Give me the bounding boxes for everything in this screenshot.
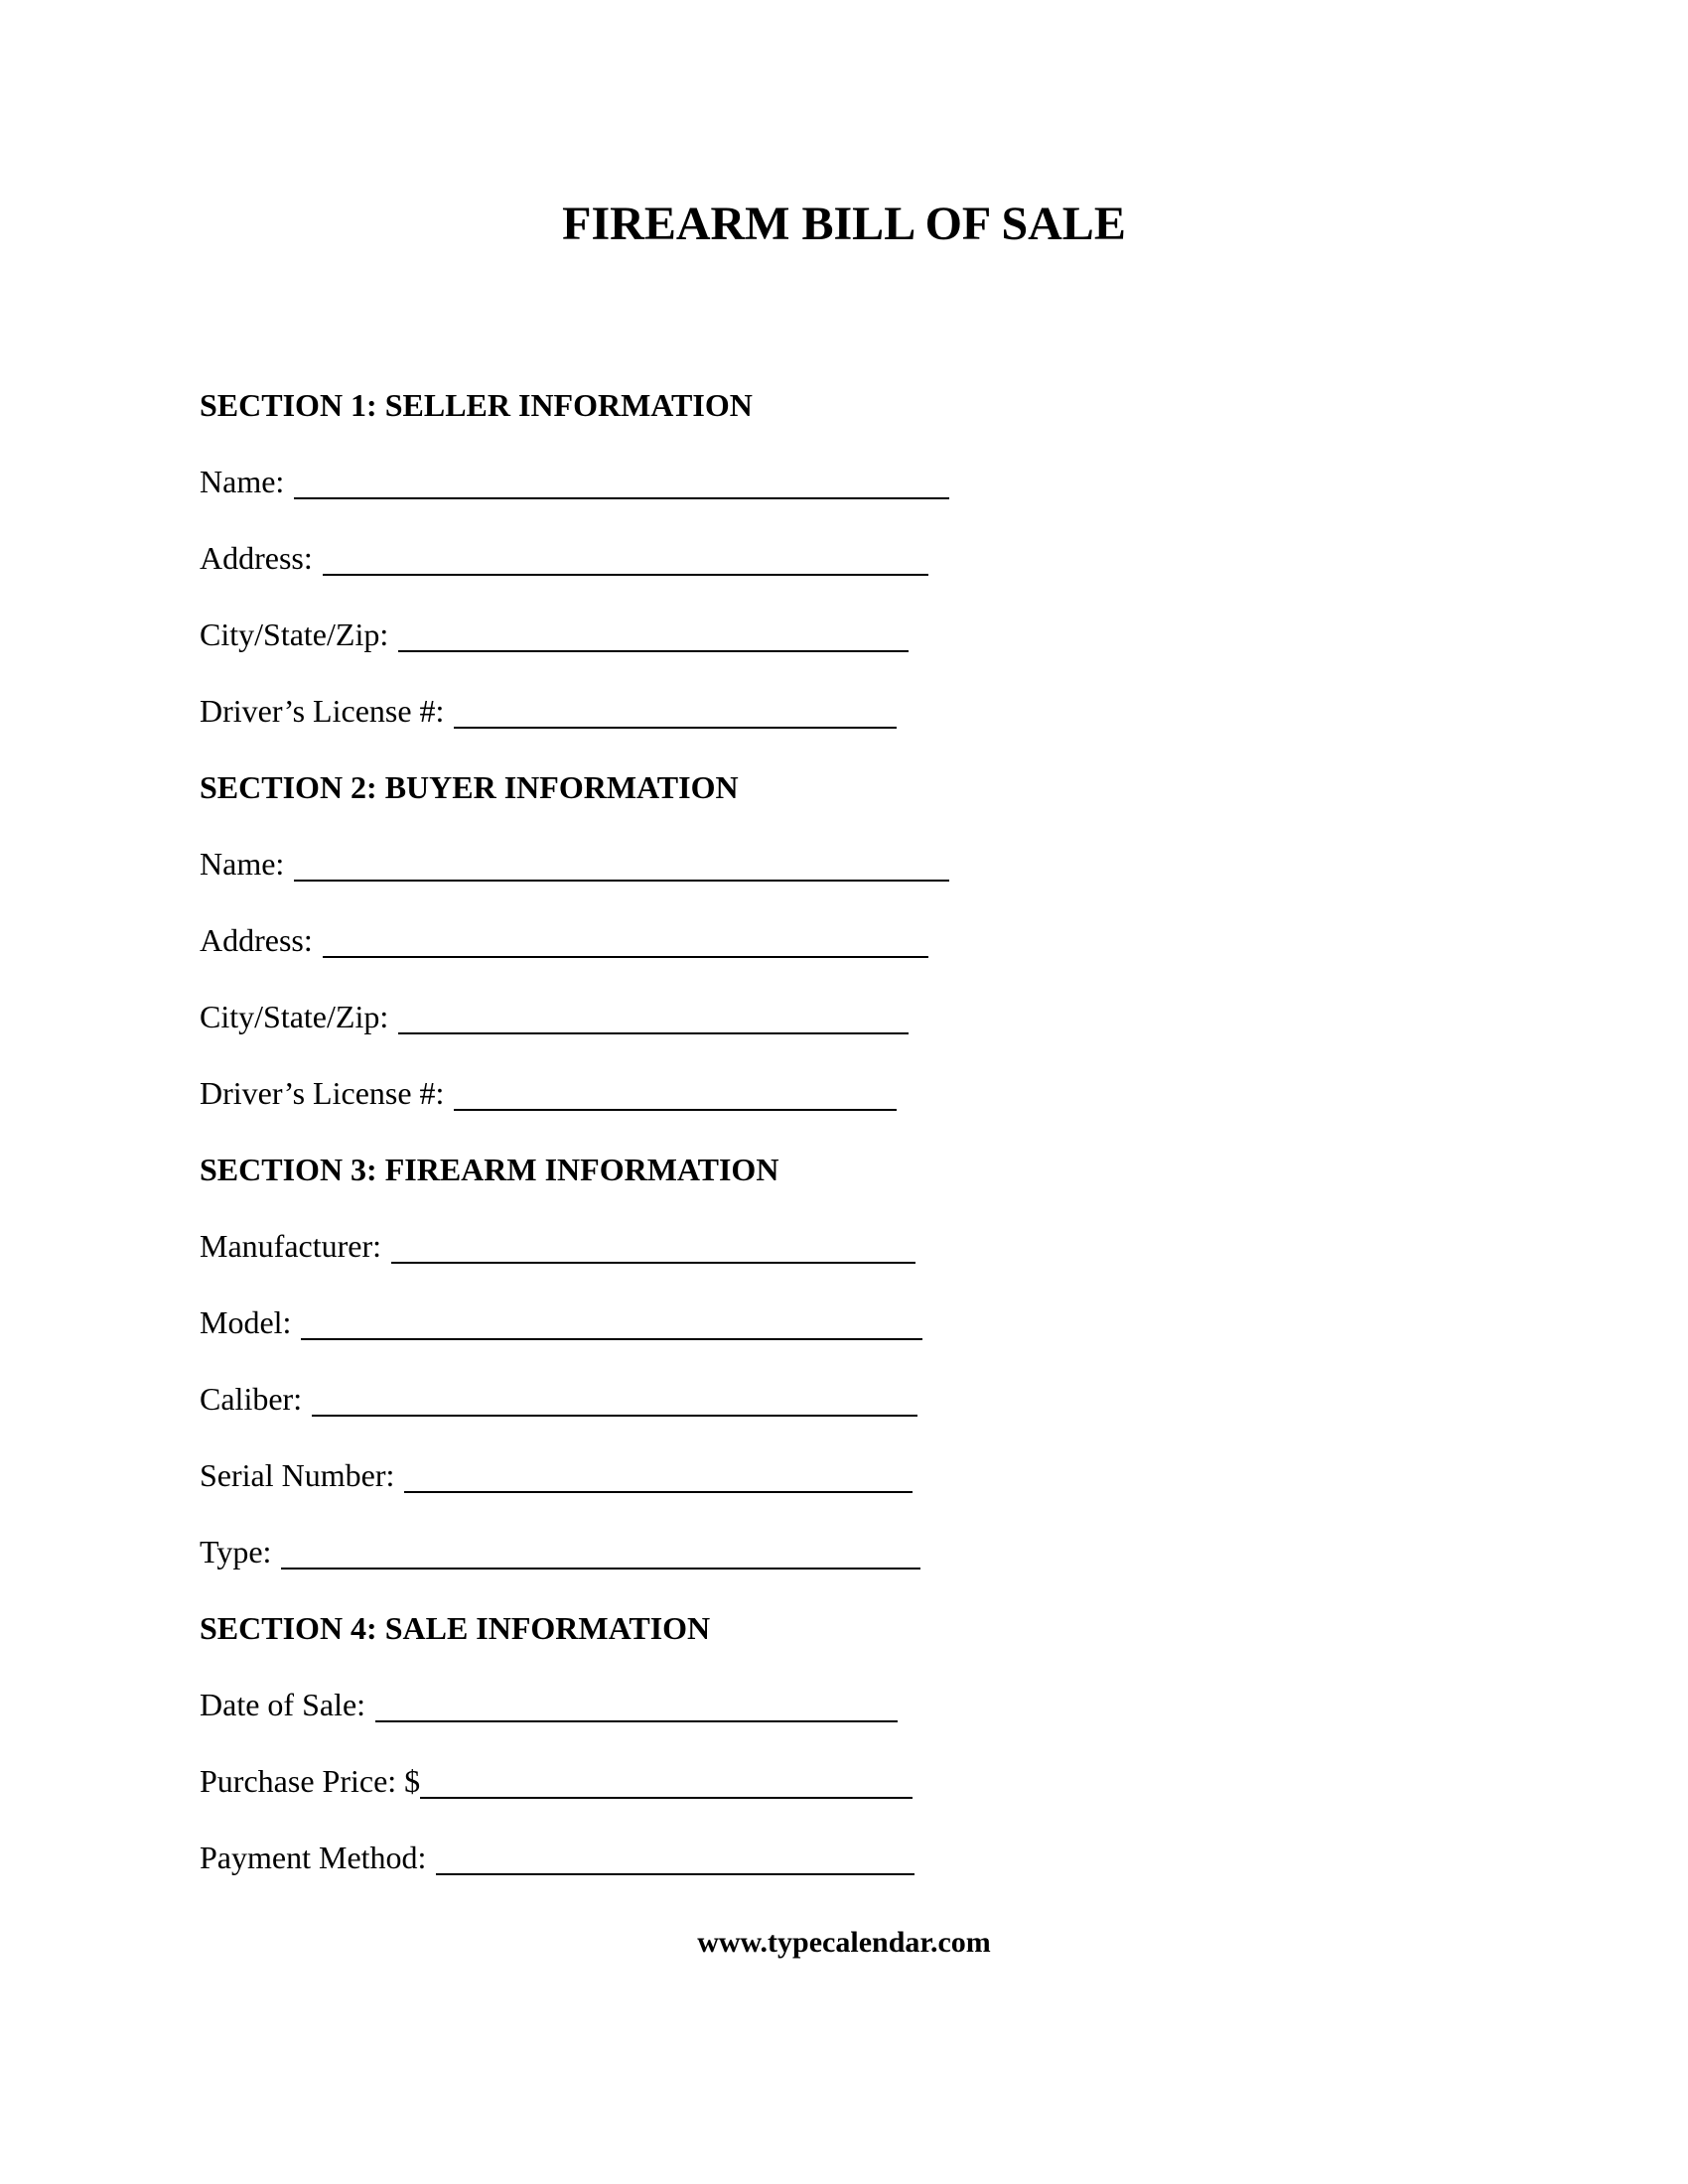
blank-line[interactable] bbox=[391, 1228, 915, 1264]
firearm-model-field[interactable] bbox=[200, 1302, 1391, 1342]
blank-line[interactable] bbox=[454, 1075, 897, 1111]
seller-drivers-license-field[interactable] bbox=[200, 691, 1391, 731]
field-label: Model: bbox=[200, 1304, 292, 1340]
buyer-drivers-license-field[interactable] bbox=[200, 1073, 1391, 1113]
field-label: Address: bbox=[200, 540, 313, 576]
blank-line[interactable] bbox=[454, 693, 897, 729]
blank-line[interactable] bbox=[323, 922, 928, 958]
field-label: Date of Sale: bbox=[200, 1687, 366, 1722]
blank-line[interactable] bbox=[312, 1381, 917, 1417]
buyer-city-state-zip-field[interactable] bbox=[200, 997, 1391, 1036]
firearm-caliber-field[interactable] bbox=[200, 1379, 1391, 1419]
firearm-manufacturer-field[interactable] bbox=[200, 1226, 1391, 1266]
buyer-address-field[interactable] bbox=[200, 920, 1391, 960]
section-heading-buyer: SECTION 2: BUYER INFORMATION bbox=[200, 769, 739, 805]
field-label: Address: bbox=[200, 922, 313, 958]
field-label: City/State/Zip: bbox=[200, 616, 389, 652]
field-label: Name: bbox=[200, 846, 285, 882]
field-label: Caliber: bbox=[200, 1381, 303, 1417]
blank-line[interactable] bbox=[294, 846, 949, 882]
website-footer: www.typecalendar.com bbox=[697, 1926, 991, 1959]
section-heading-firearm: SECTION 3: FIREARM INFORMATION bbox=[200, 1152, 779, 1187]
seller-city-state-zip-field[interactable] bbox=[200, 614, 1391, 654]
field-label: Name: bbox=[200, 464, 285, 499]
sale-payment-method-field[interactable] bbox=[200, 1838, 1391, 1877]
buyer-name-field[interactable] bbox=[200, 844, 1391, 884]
field-label: Serial Number: bbox=[200, 1457, 395, 1493]
field-label: Payment Method: bbox=[200, 1840, 427, 1875]
blank-line[interactable] bbox=[301, 1304, 922, 1340]
firearm-serial-number-field[interactable] bbox=[200, 1455, 1391, 1495]
sale-purchase-price-field[interactable] bbox=[200, 1761, 1391, 1801]
field-label: Driver’s License #: bbox=[200, 693, 445, 729]
blank-line[interactable] bbox=[398, 999, 909, 1034]
field-label: Purchase Price: $ bbox=[200, 1763, 421, 1799]
blank-line[interactable] bbox=[398, 616, 909, 652]
field-label: Type: bbox=[200, 1534, 272, 1570]
section-heading-sale: SECTION 4: SALE INFORMATION bbox=[200, 1610, 711, 1646]
blank-line[interactable] bbox=[294, 464, 949, 499]
blank-line[interactable] bbox=[375, 1687, 898, 1722]
blank-line[interactable] bbox=[281, 1534, 920, 1570]
seller-address-field[interactable] bbox=[200, 538, 1391, 578]
field-label: City/State/Zip: bbox=[200, 999, 389, 1034]
form-body bbox=[200, 385, 1391, 1914]
seller-name-field[interactable] bbox=[200, 462, 1391, 501]
field-label: Driver’s License #: bbox=[200, 1075, 445, 1111]
blank-line[interactable] bbox=[323, 540, 928, 576]
blank-line[interactable] bbox=[420, 1763, 913, 1799]
sale-date-field[interactable] bbox=[200, 1685, 1391, 1724]
section-heading-seller: SECTION 1: SELLER INFORMATION bbox=[200, 387, 753, 423]
field-label: Manufacturer: bbox=[200, 1228, 382, 1264]
blank-line[interactable] bbox=[404, 1457, 913, 1493]
firearm-type-field[interactable] bbox=[200, 1532, 1391, 1571]
blank-line[interactable] bbox=[436, 1840, 914, 1875]
document-title: FIREARM BILL OF SALE bbox=[562, 198, 1126, 250]
